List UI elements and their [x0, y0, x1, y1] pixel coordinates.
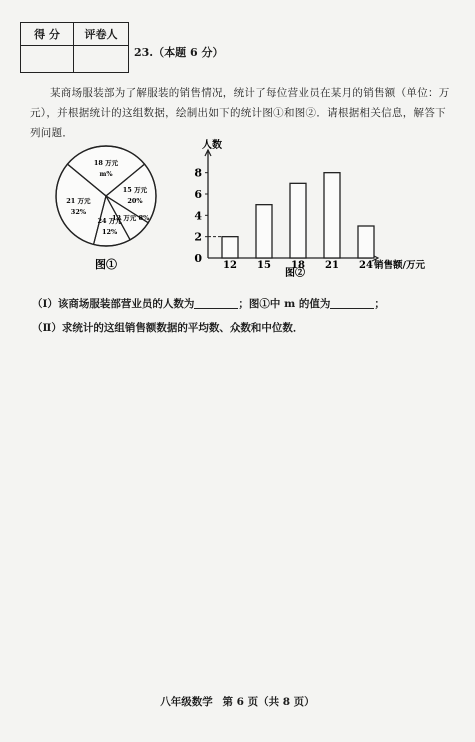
bar [358, 226, 374, 258]
x-tick-label: 21 [325, 260, 339, 271]
bar [290, 183, 306, 258]
bar-chart [194, 138, 425, 271]
bar [222, 237, 238, 258]
y-tick-label: 4 [194, 209, 202, 223]
x-tick-label: 15 [257, 260, 271, 271]
pie-chart [56, 146, 156, 246]
pie-slice-label: 12 万元 8% [112, 214, 150, 223]
part1-prefix: （Ⅰ）该商场服装部营业员的人数为 [32, 298, 195, 310]
figures-svg [0, 0, 475, 300]
pie-slice-label: 24 万元 [97, 216, 122, 225]
x-axis-label: 销售额/万元 [374, 260, 425, 271]
x-tick-label: 12 [223, 260, 237, 271]
pie-slice-label: 15 万元 [122, 186, 148, 195]
part1-mid: ；图①中 m 的值为 [238, 298, 331, 310]
question-text: 某商场服装部为了解服装的销售情况，统计了每位营业员在某月的销售额（单位：万元），并根据统计的这组数据，绘制出如下的统计图①和图②．请根据相关信息，解答下列问题． [30, 87, 450, 139]
x-tick-label: 24 [359, 260, 373, 271]
x-tick-label: 18 [291, 260, 305, 271]
y-tick-label: 0 [194, 252, 202, 265]
page-footer [0, 694, 475, 709]
pie-slice-value: 12% [102, 227, 118, 236]
pie-slice-value: 20% [127, 197, 143, 206]
y-tick-label: 2 [194, 230, 202, 244]
reviewer-header: 评卷人 [74, 23, 129, 46]
y-tick-label: 6 [194, 188, 202, 201]
part1-suffix: ； [374, 298, 385, 310]
y-tick-label: 8 [194, 166, 202, 180]
pie-slice-label: 21 万元 [66, 196, 91, 205]
pie-slice-value: m% [99, 170, 113, 178]
pie-slice-label: 18 万元 [93, 159, 119, 167]
y-axis-label: 人数 [202, 140, 222, 151]
bar-caption: 图② [285, 268, 305, 279]
score-header: 得 分 [21, 23, 74, 46]
pie-slice-value: 32% [70, 207, 87, 216]
bar [256, 205, 272, 258]
answer-blank-count[interactable] [194, 298, 238, 309]
question-number: 23.（本题 6 分） [134, 46, 224, 59]
answer-blank-m[interactable] [330, 298, 374, 309]
pie-caption: 图① [95, 258, 117, 271]
footer-subject: 八年级数学 [160, 696, 213, 708]
footer-page: 第 6 页（共 8 页） [222, 696, 315, 708]
bar [324, 173, 340, 258]
question-part-2: （Ⅱ）求统计的这组销售额数据的平均数、众数和中位数． [32, 322, 304, 334]
question-part-1 [32, 296, 385, 311]
